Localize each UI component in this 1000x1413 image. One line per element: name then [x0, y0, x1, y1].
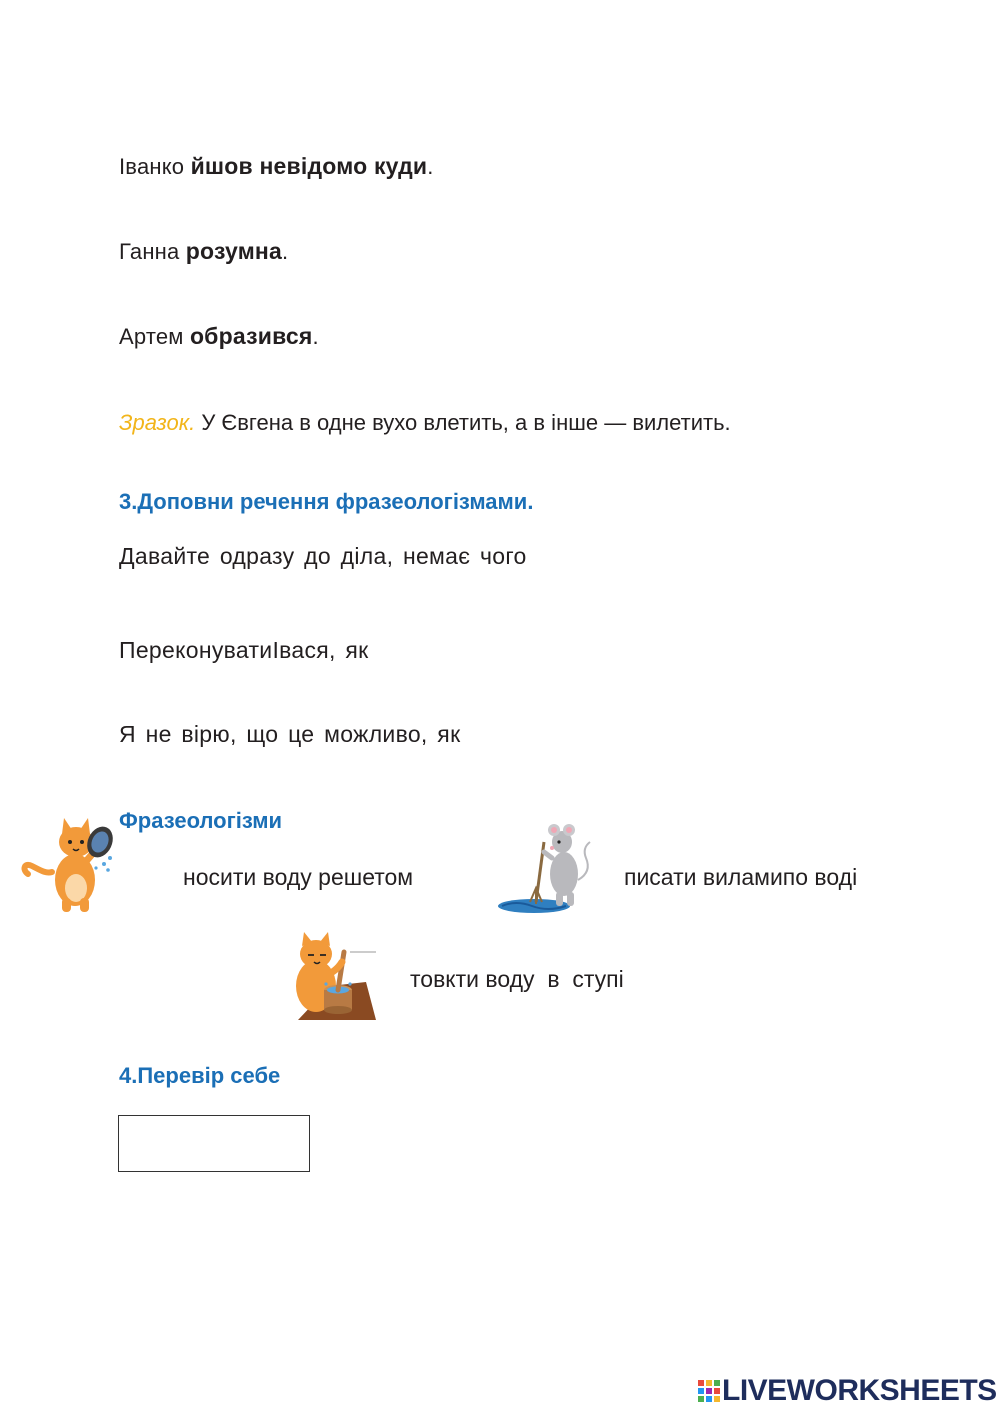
sentence-lead: Іванко: [119, 154, 191, 179]
sentence-bold: розумна: [185, 238, 283, 264]
sample-sentence: [119, 410, 731, 436]
sentence-3: [119, 323, 319, 350]
liveworksheets-logo-icon: [698, 1376, 720, 1398]
cat-with-sieve-icon: [20, 812, 120, 914]
phrase-3: товкти воду в ступі: [410, 966, 624, 992]
mouse-with-pitchfork-icon: [496, 818, 596, 918]
sentence-end: .: [427, 154, 434, 179]
check-answer-box[interactable]: [118, 1115, 310, 1172]
fill-line-2: ПереконуватиІвася, як: [119, 637, 369, 663]
sentence-bold: образився: [189, 323, 313, 349]
task4-heading: 4.Перевір себе: [119, 1063, 281, 1088]
sentence-end: .: [282, 239, 289, 264]
phrase-1: носити воду решетом: [183, 864, 414, 890]
fill-line-3: Я не вірю, що це можливо, як: [119, 721, 461, 747]
task3-heading: 3.Доповни речення фразеологізмами.: [119, 489, 534, 514]
fill-line-1: Давайте одразу до діла, немає чого: [119, 543, 527, 569]
cat-with-mortar-icon: [290, 928, 380, 1024]
sample-text: У Євгена в одне вухо влетить, а в інше — вилетить.: [195, 410, 731, 435]
liveworksheets-logo-text: LIVEWORKSHEETS: [722, 1374, 997, 1407]
sample-label: Зразок.: [119, 410, 196, 435]
sentence-bold: йшов невідомо куди: [190, 153, 428, 179]
sentence-1: [119, 153, 434, 180]
liveworksheets-logo: [698, 1374, 997, 1408]
sentence-lead: Ганна: [119, 239, 186, 264]
phraseology-heading: Фразеологізми: [119, 808, 283, 833]
sentence-end: .: [312, 324, 319, 349]
phrase-2: писати виламипо воді: [624, 864, 858, 890]
sentence-lead: Артем: [119, 324, 190, 349]
sentence-2: [119, 238, 288, 265]
